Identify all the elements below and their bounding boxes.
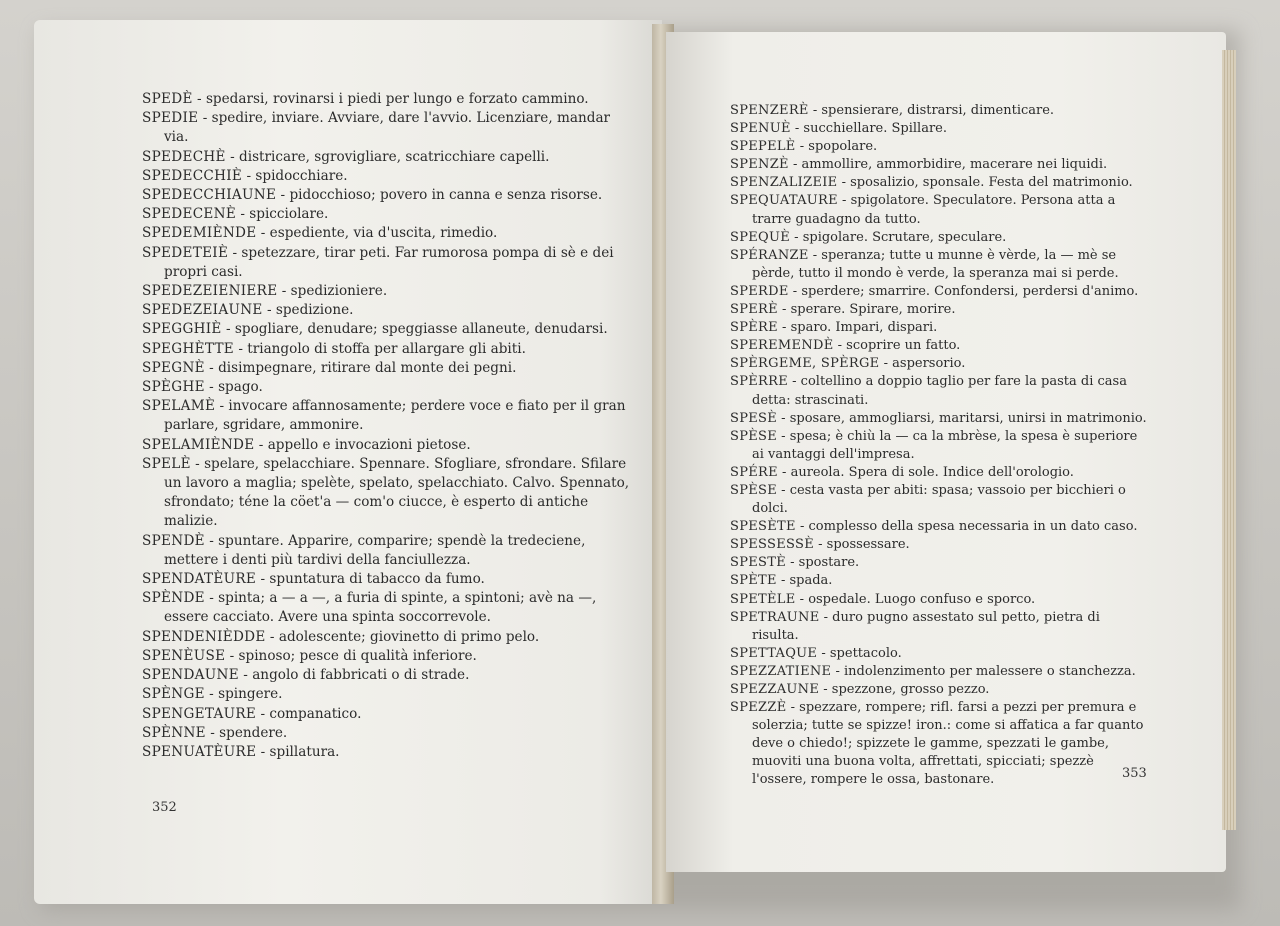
entry-definition: - sperdere; smarrire. Confondersi, perdersi d'animo. <box>788 283 1139 299</box>
entry-headword: SPENUÈ <box>730 121 791 137</box>
dictionary-entry <box>730 120 1150 138</box>
entry-definition: - spossessare. <box>814 537 910 553</box>
entry-headword: SPEDÈ <box>142 91 193 107</box>
dictionary-entry <box>142 244 632 282</box>
dictionary-entry <box>730 355 1150 373</box>
entry-definition: - sparo. Impari, dispari. <box>777 320 938 336</box>
dictionary-entry <box>142 455 632 532</box>
entry-headword: SPEGHÈTTE <box>142 340 235 357</box>
dictionary-entry <box>730 536 1150 554</box>
entry-headword: SPENZÈ <box>730 157 789 173</box>
dictionary-entry <box>730 464 1150 482</box>
entry-headword: SPÉRE <box>730 464 778 480</box>
dictionary-entry <box>730 645 1150 663</box>
dictionary-entry <box>730 699 1150 789</box>
dictionary-entry <box>730 229 1150 247</box>
entry-definition: - spelare, spelacchiare. Spennare. Sfogliare, sfrondare. Sfilare un lavoro a maglia; spelète, spelato, spelacchiato. Calvo. Spennato, sfrondato; téne la cöet'a — com'o ciucce, è esperto di antiche malizie. <box>164 455 630 530</box>
entry-headword: SPELÈ <box>142 455 191 472</box>
dictionary-entry <box>730 428 1150 464</box>
dictionary-entry <box>142 532 632 570</box>
entry-definition: - spezzone, grosso pezzo. <box>819 682 990 697</box>
dictionary-entry <box>142 666 632 685</box>
entry-definition: - spillatura. <box>256 743 340 760</box>
entry-headword: SPESSESSÈ <box>730 537 814 553</box>
right-page-number: 353 <box>1122 766 1147 781</box>
dictionary-entry <box>142 705 632 724</box>
entry-definition: - spago. <box>204 379 263 396</box>
entry-headword: SPÈSE <box>730 428 778 444</box>
entry-definition: - spensierare, distrarsi, dimenticare. <box>808 103 1055 118</box>
dictionary-entry <box>730 482 1150 518</box>
dictionary-entry <box>730 554 1150 572</box>
entry-headword: SPEDECENÈ <box>142 206 237 223</box>
entry-definition: - spuntatura di tabacco da fumo. <box>256 571 485 588</box>
entry-definition: - spopolare. <box>795 139 878 155</box>
entry-definition: - spicciolare. <box>236 206 329 223</box>
entry-definition: - spingere. <box>204 686 283 703</box>
dictionary-entry <box>730 572 1150 590</box>
entry-definition: - triangolo di stoffa per allargare gli abiti. <box>234 340 526 357</box>
dictionary-entry <box>730 102 1150 120</box>
entry-definition: - duro pugno assestato sul petto, pietra di risulta. <box>752 609 1100 643</box>
entry-headword: SPEGNÈ <box>142 359 205 376</box>
entry-headword: SPEDIE <box>142 110 199 127</box>
entry-definition: - invocare affannosamente; perdere voce e fiato per il gran parlare, sgridare, ammonire. <box>164 398 626 434</box>
left-entry-list <box>142 90 632 762</box>
entry-headword: SPÈRRE <box>730 374 789 390</box>
entry-headword: SPEZZAUNE <box>730 682 820 697</box>
entry-definition: - complesso della spesa necessaria in un dato caso. <box>795 519 1138 535</box>
dictionary-entry <box>730 138 1150 156</box>
dictionary-entry <box>142 167 632 186</box>
entry-headword: SPÈNDE <box>142 590 205 607</box>
entry-definition: - sposalizio, sponsale. Festa del matrimonio. <box>837 175 1133 191</box>
entry-headword: SPENZALIZEIE <box>730 175 838 191</box>
entry-definition: - sposare, ammogliarsi, maritarsi, unirsi in matrimonio. <box>777 410 1147 426</box>
dictionary-entry <box>730 283 1150 301</box>
entry-definition: - speranza; tutte u munne è vèrde, la — mè se pèrde, tutto il mondo è verde, la speranza mai si perde. <box>752 247 1119 281</box>
entry-definition: - cesta vasta per abiti: spasa; vassoio per bicchieri o dolci. <box>752 482 1126 517</box>
entry-headword: SPESÈ <box>730 410 778 426</box>
left-page <box>34 20 662 904</box>
dictionary-entry <box>730 373 1150 409</box>
dictionary-entry <box>142 359 632 378</box>
dictionary-entry <box>730 156 1150 174</box>
left-page-number: 352 <box>152 800 177 815</box>
dictionary-entry <box>730 319 1150 337</box>
entry-definition: - companatico. <box>256 705 362 722</box>
entry-headword: SPENDATÈURE <box>142 571 257 588</box>
page-edges <box>1222 50 1236 830</box>
entry-headword: SPEDECCHIÈ <box>142 167 243 184</box>
entry-headword: SPESTÈ <box>730 555 787 571</box>
entry-headword: SPEGGHIÈ <box>142 321 222 338</box>
entry-definition: - angolo di fabbricati o di strade. <box>238 667 470 684</box>
entry-headword: SPETÈLE <box>730 591 796 607</box>
dictionary-entry <box>142 340 632 359</box>
entry-definition: - spogliare, denudare; speggiasse allaneute, denudarsi. <box>221 321 608 338</box>
entry-definition: - aureola. Spera di sole. Indice dell'orologio. <box>777 464 1074 480</box>
dictionary-entry <box>142 186 632 205</box>
entry-definition: - spedarsi, rovinarsi i piedi per lungo e forzato cammino. <box>192 91 589 107</box>
entry-headword: SPERDE <box>730 283 789 299</box>
dictionary-entry <box>730 337 1150 355</box>
dictionary-entry <box>142 148 632 167</box>
entry-headword: SPÈRGEME, SPÈRGE <box>730 356 880 372</box>
entry-definition: - spinoso; pesce di qualità inferiore. <box>225 647 477 664</box>
dictionary-entry <box>730 609 1150 645</box>
entry-headword: SPENDENIÈDDE <box>142 628 266 645</box>
entry-headword: SPEDEMIÈNDE <box>142 225 257 242</box>
entry-headword: SPEZZATIENE <box>730 663 832 679</box>
entry-definition: - sperare. Spirare, morire. <box>777 302 956 318</box>
entry-definition: - scoprire un fatto. <box>833 338 961 354</box>
entry-definition: - spada. <box>776 573 833 589</box>
dictionary-entry <box>142 224 632 243</box>
entry-headword: SPEPELÈ <box>730 139 796 155</box>
entry-headword: SPEDECCHIAUNE <box>142 187 277 204</box>
dictionary-entry <box>142 109 632 147</box>
entry-definition: - espediente, via d'uscita, rimedio. <box>256 225 498 242</box>
entry-headword: SPENDAUNE <box>142 667 239 684</box>
entry-definition: - disimpegnare, ritirare dal monte dei pegni. <box>204 359 517 376</box>
entry-headword: SPÈNNE <box>142 724 206 741</box>
entry-headword: SPERÈ <box>730 302 778 318</box>
dictionary-entry <box>142 301 632 320</box>
entry-definition: - coltellino a doppio taglio per fare la pasta di casa detta: strascinati. <box>752 374 1127 408</box>
dictionary-entry <box>142 724 632 743</box>
entry-headword: SPEDECHÈ <box>142 148 226 165</box>
entry-definition: - spidocchiare. <box>242 167 348 184</box>
dictionary-entry <box>142 282 632 301</box>
entry-definition: - spinta; a — a —, a furia di spinte, a spintoni; avè na —, essere cacciato. Avere una spinta soccorrevole. <box>164 590 597 626</box>
entry-definition: - succhiellare. Spillare. <box>790 121 947 137</box>
entry-definition: - spostare. <box>786 555 860 571</box>
entry-definition: - spuntare. Apparire, comparire; spendè la tredeciene, mettere i denti più tardivi della fanciullezza. <box>164 532 586 568</box>
dictionary-entry <box>730 192 1150 228</box>
entry-definition: - aspersorio. <box>879 356 966 372</box>
entry-headword: SPENUATÈURE <box>142 743 257 760</box>
entry-headword: SPEDEZEIAUNE <box>142 302 263 319</box>
entry-headword: SPÉRANZE <box>730 247 809 263</box>
entry-headword: SPENÈUSE <box>142 647 226 664</box>
entry-definition: - pidocchioso; povero in canna e senza risorse. <box>276 187 603 204</box>
right-page <box>666 32 1226 872</box>
entry-headword: SPEDETEIÈ <box>142 244 229 261</box>
entry-definition: - spezzare, rompere; rifl. farsi a pezzi per premura e solerzia; tutte se spizze! iron.: come si affatica a far quanto deve o chiedo!; spizzete le gamme, spezzati le gambe, muoviti una buona volta, affrettati, spicciati; spezzè l'ossere, rompere le ossa, bastonare. <box>752 700 1144 788</box>
entry-headword: SPEQUATAURE <box>730 193 838 209</box>
dictionary-entry <box>730 663 1150 681</box>
entry-headword: SPELAMÈ <box>142 398 216 415</box>
entry-definition: - ammollire, ammorbidire, macerare nei liquidi. <box>788 157 1108 173</box>
right-entry-list <box>730 102 1150 790</box>
dictionary-entry <box>142 647 632 666</box>
entry-headword: SPÈTE <box>730 573 777 589</box>
entry-definition: - ospedale. Luogo confuso e sporco. <box>795 591 1036 607</box>
dictionary-entry <box>730 681 1150 699</box>
entry-headword: SPÈRE <box>730 320 778 336</box>
entry-definition: - spedire, inviare. Avviare, dare l'avvio. Licenziare, mandar via. <box>164 110 611 146</box>
entry-definition: - spendere. <box>205 724 288 741</box>
entry-headword: SPENZERÈ <box>730 103 809 118</box>
dictionary-entry <box>142 743 632 762</box>
entry-headword: SPEDEZEIENIERE <box>142 283 278 300</box>
entry-definition: - indolenzimento per malessere o stanchezza. <box>831 663 1136 679</box>
entry-definition: - spigolare. Scrutare, speculare. <box>790 229 1007 245</box>
dictionary-entry <box>730 174 1150 192</box>
entry-definition: - appello e invocazioni pietose. <box>254 436 471 453</box>
dictionary-entry <box>730 247 1150 283</box>
dictionary-entry <box>142 205 632 224</box>
entry-headword: SPEZZÈ <box>730 700 787 716</box>
entry-definition: - spedizione. <box>262 302 354 319</box>
entry-headword: SPELAMIÈNDE <box>142 436 255 453</box>
entry-definition: - spetezzare, tirar peti. Far rumorosa pompa di sè e dei propri casi. <box>164 244 614 280</box>
dictionary-entry <box>142 589 632 627</box>
entry-headword: SPÈSE <box>730 482 778 498</box>
entry-headword: SPENGETAURE <box>142 705 257 722</box>
entry-definition: - spettacolo. <box>817 645 902 661</box>
entry-definition: - spigolatore. Speculatore. Persona atta a trarre guadagno da tutto. <box>752 193 1116 227</box>
dictionary-entry <box>730 518 1150 536</box>
dictionary-entry <box>730 410 1150 428</box>
entry-definition: - spedizioniere. <box>277 283 388 300</box>
dictionary-entry <box>142 436 632 455</box>
entry-headword: SPESÈTE <box>730 519 796 535</box>
entry-definition: - spesa; è chiù la — ca la mbrèse, la spesa è superiore ai vantaggi dell'impresa. <box>752 428 1138 462</box>
entry-headword: SPENDÈ <box>142 532 205 549</box>
entry-definition: - adolescente; giovinetto di primo pelo. <box>265 628 540 645</box>
dictionary-entry <box>142 90 632 109</box>
dictionary-entry <box>142 397 632 435</box>
dictionary-entry <box>142 378 632 397</box>
entry-headword: SPÈNGE <box>142 686 205 703</box>
dictionary-entry <box>142 628 632 647</box>
dictionary-entry <box>142 685 632 704</box>
dictionary-entry <box>730 301 1150 319</box>
entry-headword: SPÈGHE <box>142 379 205 396</box>
entry-headword: SPEQUÈ <box>730 229 791 245</box>
entry-headword: SPETRAUNE <box>730 609 820 625</box>
dictionary-entry <box>142 570 632 589</box>
entry-headword: SPEREMENDÈ <box>730 338 834 354</box>
entry-definition: - districare, sgrovigliare, scatricchiare capelli. <box>225 148 550 165</box>
dictionary-entry <box>730 591 1150 609</box>
dictionary-entry <box>142 320 632 339</box>
entry-headword: SPETTAQUE <box>730 645 818 661</box>
